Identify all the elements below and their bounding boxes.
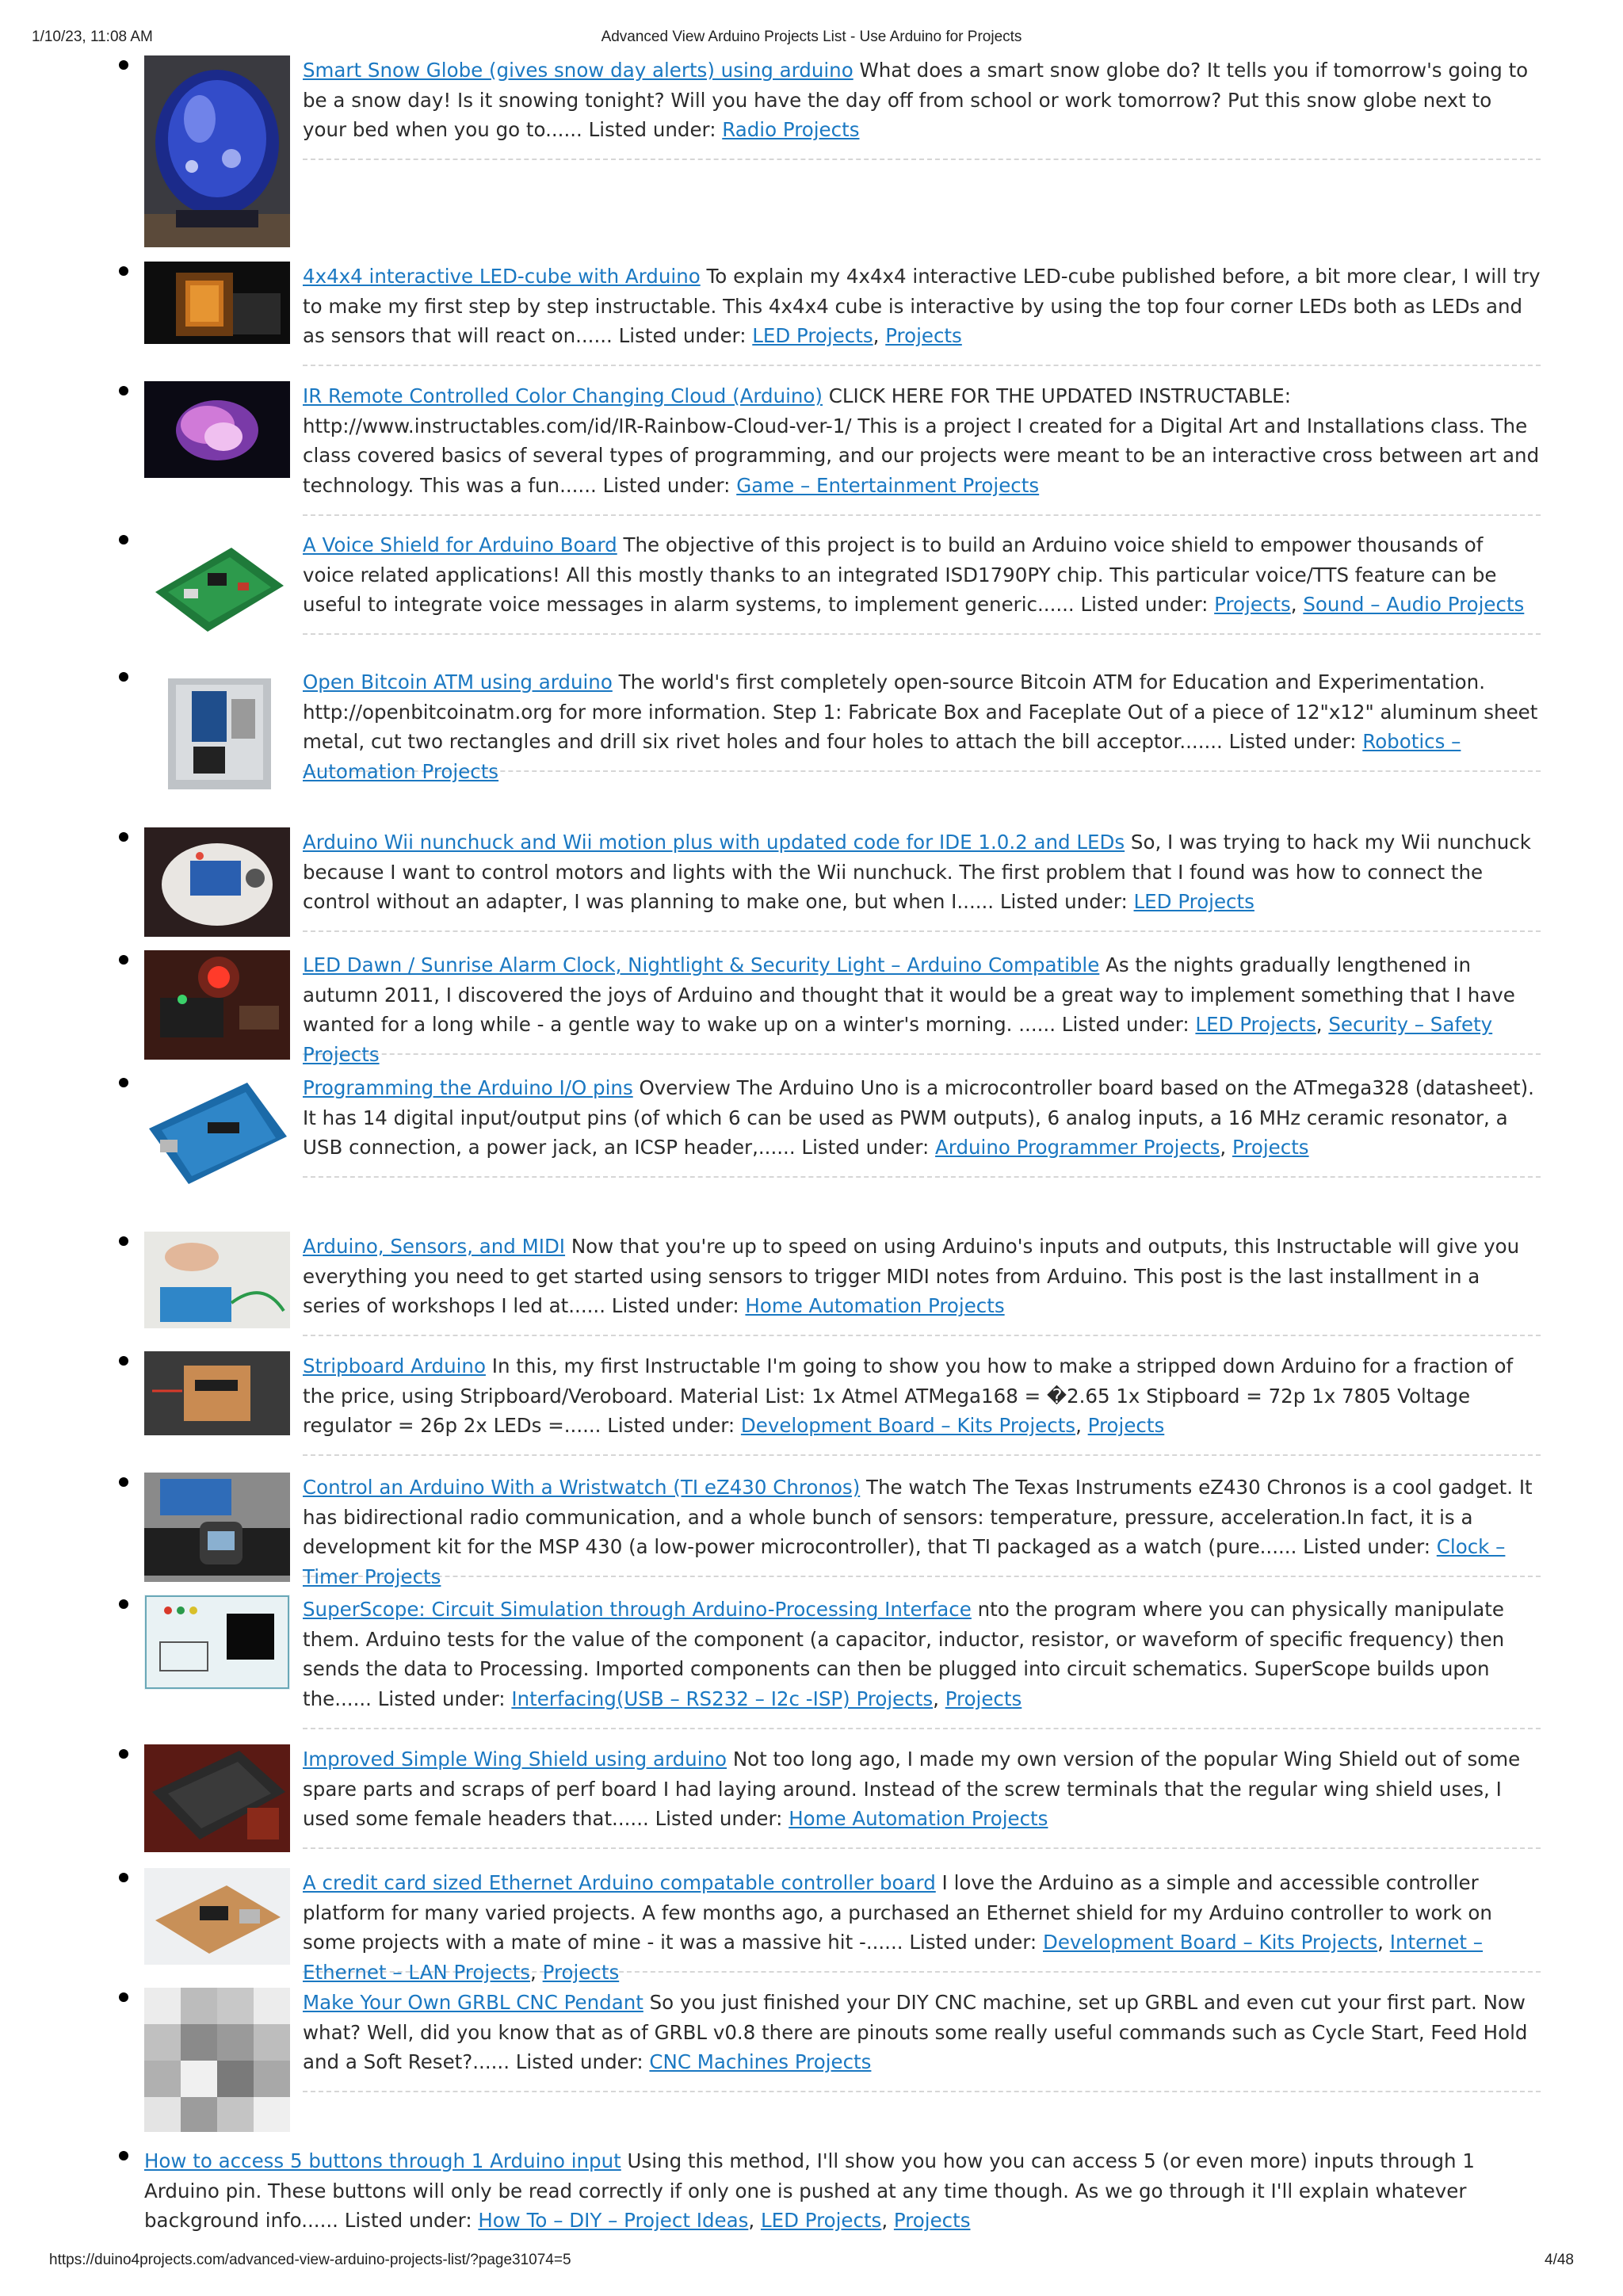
bullet bbox=[119, 672, 128, 682]
entry-excerpt: As the nights gradually lengthened in autumn 2011, I discovered the joys of Arduino and thought that it would be a great way to implement something that I have wanted for a long while - a gentle way to wake up on a winter's morning. ...... bbox=[303, 953, 1515, 1036]
entry-title-link[interactable]: Stripboard Arduino bbox=[303, 1354, 486, 1377]
entry-excerpt: Now that you're up to speed on using Arduino's inputs and outputs, this Instructable will give you everything you need to get started using sensors to trigger MIDI notes from Arduino. This post is the last installment in a series of workshops I led at...... bbox=[303, 1235, 1520, 1317]
entry-title-link[interactable]: IR Remote Controlled Color Changing Cloud (Arduino) bbox=[303, 384, 823, 407]
bullet bbox=[119, 2151, 128, 2160]
entry-title-link[interactable]: How to access 5 buttons through 1 Arduino input bbox=[144, 2149, 621, 2172]
entry-body: 4x4x4 interactive LED-cube with Arduino To explain my 4x4x4 interactive LED-cube published before, a bit more clear, I will try to make my first step by step instructable. This 4x4x4 cube is interactive by using the top four corner LEDs both as LEDs and as sensors that will react on...... Listed under: LED Projects, Projects bbox=[303, 262, 1541, 366]
entry-body: A credit card sized Ethernet Arduino compatable controller board I love the Arduino as a simple and accessible controller platform for many varied projects. A few months ago, a purchased an Ethernet shield for my Arduino controller to work on some projects with a mate of mine - it was a massive hit -...... Listed under: Development Board – Kits Projects, Internet – Ethernet – LAN Projects, Projects bbox=[303, 1868, 1541, 1973]
entry-excerpt: What does a smart snow globe do? It tells you if tomorrow's going to be a snow day! Is it snowing tonight? Will you have the day off from school or work tomorrow? Put this snow globe next to your bed when you go to...... bbox=[303, 59, 1529, 141]
category-link[interactable]: Projects bbox=[893, 2209, 971, 2232]
listed-under-label: Listed under: bbox=[1228, 730, 1357, 753]
print-page-number: 4/48 bbox=[1545, 2252, 1574, 2268]
entry-title-link[interactable]: Improved Simple Wing Shield using arduino bbox=[303, 1748, 727, 1771]
category-link[interactable]: Development Board – Kits Projects bbox=[1042, 1931, 1378, 1954]
entry-excerpt: CLICK HERE FOR THE UPDATED INSTRUCTABLE: http://www.instructables.com/id/IR-Rainbow-Cloud-ver-1/ This is a project I created for a Digital Art and Installations class. The class covered basics of several types of programming, and our projects were meant to be an interactive cross between art and technology. This was a fun...... bbox=[303, 384, 1540, 497]
listed-under-label: Listed under: bbox=[999, 890, 1128, 913]
project-thumbnail[interactable] bbox=[144, 262, 290, 344]
listed-under-label: Listed under: bbox=[909, 1931, 1037, 1954]
entry-title-link[interactable]: Programming the Arduino I/O pins bbox=[303, 1076, 633, 1099]
category-link[interactable]: Home Automation Projects bbox=[745, 1294, 1005, 1317]
entry-body: How to access 5 buttons through 1 Arduino input Using this method, I'll show you how you can access 5 (or even more) inputs through 1 Arduino pin. These buttons will only be read correctly if only one is pushed at any time though. As we go through it I'll explain whatever background info...... Listed under: How To – DIY – Project Ideas, LED Projects, Projects bbox=[144, 2149, 1475, 2232]
entry-title-link[interactable]: 4x4x4 interactive LED-cube with Arduino bbox=[303, 265, 701, 288]
entry-excerpt: To explain my 4x4x4 interactive LED-cube published before, a bit more clear, I will try to make my first step by step instructable. This 4x4x4 cube is interactive by using the top four corner LEDs both as LEDs and as sensors that will react on...... bbox=[303, 265, 1541, 347]
listed-under-label: Listed under: bbox=[1303, 1535, 1430, 1558]
entry-title-link[interactable]: Smart Snow Globe (gives snow day alerts) using arduino bbox=[303, 59, 854, 82]
entry-title-link[interactable]: Make Your Own GRBL CNC Pendant bbox=[303, 1991, 643, 2014]
category-link[interactable]: Radio Projects bbox=[722, 118, 860, 141]
category-link[interactable]: Sound – Audio Projects bbox=[1303, 593, 1525, 616]
category-link[interactable]: Projects bbox=[542, 1960, 620, 1984]
listed-under-label: Listed under: bbox=[801, 1136, 930, 1159]
category-link[interactable]: Arduino Programmer Projects bbox=[935, 1136, 1220, 1159]
entry-excerpt: The objective of this project is to build an Arduino voice shield to empower thousands of voice related applications! All this mostly thanks to an integrated ISD1790PY chip. This particular voice/TTS feature can be useful to integrate voice messages in alarm systems, to implement generic...... bbox=[303, 533, 1497, 616]
project-thumbnail[interactable] bbox=[144, 55, 290, 247]
bullet bbox=[119, 832, 128, 842]
entry-excerpt: So, I was trying to hack my Wii nunchuck because I want to control motors and lights with the Wii nunchuck. The first problem that I found was how to connect the control without an adapter, I was planning to make one, but when I...... bbox=[303, 831, 1531, 913]
listed-under-label: Listed under: bbox=[611, 1294, 739, 1317]
project-thumbnail[interactable] bbox=[144, 1868, 290, 1965]
entry-excerpt: Overview The Arduino Uno is a microcontroller board based on the ATmega328 (datasheet). It has 14 digital input/output pins (of which 6 can be used as PWM outputs), 6 analog inputs, a 16 MHz ceramic resonator, a USB connection, a power jack, an ICSP header,...... bbox=[303, 1076, 1534, 1159]
project-thumbnail[interactable] bbox=[144, 950, 290, 1060]
bullet bbox=[119, 1873, 128, 1882]
entry-body bbox=[303, 381, 1541, 516]
entry-excerpt: In this, my first Instructable I'm going to show you how to make a stripped down Arduino for a fraction of the price, using Stripboard/Veroboard. Material List: 1x Atmel ATMega168 = �2.65 1x Stipboard = 72p 1x 7805 Voltage regulator = 26p 2x LEDs =...... bbox=[303, 1354, 1514, 1437]
category-link[interactable]: Game – Entertainment Projects bbox=[736, 473, 1040, 497]
bullet bbox=[119, 1356, 128, 1366]
listed-under-label: Listed under: bbox=[1061, 1013, 1190, 1036]
project-thumbnail[interactable] bbox=[144, 1232, 290, 1328]
entry-title-link[interactable]: Arduino, Sensors, and MIDI bbox=[303, 1235, 566, 1258]
bullet bbox=[119, 1477, 128, 1487]
entry-body bbox=[303, 1232, 1541, 1336]
category-link[interactable]: CNC Machines Projects bbox=[649, 2050, 872, 2073]
project-thumbnail[interactable] bbox=[144, 1473, 290, 1582]
category-link[interactable]: Projects bbox=[1087, 1414, 1165, 1437]
entry-excerpt: The watch The Texas Instruments eZ430 Chronos is a cool gadget. It has bidirectional radio communication, and a whole bunch of sensors: temperature, pressure, acceleration.In fact, it is a development kit for the MSP 430 (a low-power microcontroller), that TI packaged as a watch (pure...... bbox=[303, 1476, 1533, 1558]
entry-body: Stripboard Arduino In this, my first Instructable I'm going to show you how to make a stripped down Arduino for a fraction of the price, using Stripboard/Veroboard. Material List: 1x Atmel ATMega168 = �2.65 1x Stipboard = 72p 1x 7805 Voltage regulator = 26p 2x LEDs =...... Listed under: Development Board – Kits Projects, Projects bbox=[303, 1351, 1541, 1456]
project-thumbnail[interactable] bbox=[144, 1988, 290, 2132]
listed-under-label: Listed under: bbox=[655, 1807, 783, 1830]
category-link[interactable]: Clock – Timer Projects bbox=[303, 1535, 1506, 1588]
entry-excerpt: nto the program where you can physically manipulate them. Arduino tests for the value of the component (a capacitor, inductor, resistor, or waveform of specific frequency) then sends the data to Processing. Imported components can then be plugged into circuit schematics. SuperScope builds upon the...... bbox=[303, 1598, 1505, 1710]
bullet bbox=[119, 1992, 128, 2002]
print-header bbox=[0, 29, 1623, 52]
category-link[interactable]: Projects bbox=[1232, 1136, 1309, 1159]
bullet bbox=[119, 955, 128, 965]
entry-body: Programming the Arduino I/O pins Overview The Arduino Uno is a microcontroller board based on the ATmega328 (datasheet). It has 14 digital input/output pins (of which 6 can be used as PWM outputs), 6 analog inputs, a 16 MHz ceramic resonator, a USB connection, a power jack, an ICSP header,...... Listed under: Arduino Programmer Projects, Projects bbox=[303, 1073, 1541, 1178]
bullet bbox=[119, 386, 128, 395]
entry-body bbox=[303, 1988, 1541, 2092]
entry-body bbox=[303, 1473, 1541, 1588]
listed-under-label: Listed under: bbox=[602, 473, 731, 497]
entry-title-link[interactable]: A Voice Shield for Arduino Board bbox=[303, 533, 617, 556]
project-thumbnail[interactable] bbox=[144, 381, 290, 478]
entry-title-link[interactable]: Control an Arduino With a Wristwatch (TI eZ430 Chronos) bbox=[303, 1476, 861, 1499]
bullet bbox=[119, 535, 128, 544]
bullet bbox=[119, 60, 128, 70]
entry-excerpt: Using this method, I'll show you how you can access 5 (or even more) inputs through 1 Arduino pin. These buttons will only be read correctly if only one is pushed at any time though. As we go through it I'll explain whatever background info...... bbox=[144, 2149, 1475, 2232]
category-link[interactable]: Projects bbox=[945, 1687, 1022, 1710]
category-link[interactable]: Robotics – Automation Projects bbox=[303, 730, 1461, 783]
print-footer bbox=[0, 2252, 1623, 2275]
category-link[interactable]: LED Projects bbox=[1133, 890, 1254, 913]
category-link[interactable]: Projects bbox=[885, 324, 962, 347]
project-thumbnail[interactable] bbox=[144, 667, 290, 802]
bullet bbox=[119, 1749, 128, 1759]
listed-under-label: Listed under: bbox=[618, 324, 747, 347]
category-link[interactable]: Internet – Ethernet – LAN Projects bbox=[303, 1931, 1484, 1984]
entry-excerpt: Not too long ago, I made my own version of the popular Wing Shield out of some spare parts and scraps of perf board I had laying around. Instead of the screw terminals that the regular wing shield uses, I used some female headers that...... bbox=[303, 1748, 1521, 1830]
category-link[interactable]: Development Board – Kits Projects bbox=[740, 1414, 1076, 1437]
entry-excerpt: I love the Arduino as a simple and accessible controller platform for many varied projects. A few months ago, a purchased an Ethernet shield for my Arduino controller to work on some projects with a mate of mine - it was a massive hit -...... bbox=[303, 1871, 1492, 1954]
entry-body bbox=[303, 1744, 1541, 1849]
category-link[interactable]: Projects bbox=[1214, 593, 1291, 616]
project-thumbnail[interactable] bbox=[144, 1073, 290, 1206]
entry-title-link[interactable]: LED Dawn / Sunrise Alarm Clock, Nightlight & Security Light – Arduino Compatible bbox=[303, 953, 1100, 976]
project-thumbnail[interactable] bbox=[144, 530, 290, 649]
project-thumbnail[interactable] bbox=[144, 827, 290, 937]
entry-body bbox=[303, 827, 1541, 932]
entry-excerpt: The world's first completely open-source Bitcoin ATM for Education and Experimentation. http://openbitcoinatm.org for more information. Step 1: Fabricate Box and Faceplate Out of a piece of 12"x12" aluminum sheet metal, cut two rectangles and drill six rivet holes and four holes to attach the bill acceptor....... bbox=[303, 670, 1538, 753]
entry-title-link[interactable]: SuperScope: Circuit Simulation through Arduino-Processing Interface bbox=[303, 1598, 972, 1621]
entry-title-link[interactable]: A credit card sized Ethernet Arduino compatable controller board bbox=[303, 1871, 936, 1894]
entry-title-link[interactable]: Arduino Wii nunchuck and Wii motion plus with updated code for IDE 1.0.2 and LEDs bbox=[303, 831, 1125, 854]
category-link[interactable]: LED Projects bbox=[1195, 1013, 1316, 1036]
listed-under-label: Listed under: bbox=[344, 2209, 472, 2232]
project-thumbnail[interactable] bbox=[144, 1595, 290, 1690]
category-link[interactable]: Interfacing(USB – RS232 – I2c -ISP) Projects bbox=[511, 1687, 934, 1710]
bullet bbox=[119, 1236, 128, 1246]
category-link[interactable]: How To – DIY – Project Ideas bbox=[478, 2209, 749, 2232]
entry-body: SuperScope: Circuit Simulation through Arduino-Processing Interface nto the program where you can physically manipulate them. Arduino tests for the value of the component (a capacitor, inductor, resistor, or waveform of specific frequency) then sends the data to Processing. Imported components can then be plugged into circuit schematics. SuperScope builds upon the...... Listed under: Interfacing(USB – RS232 – I2c -ISP) Projects, Projects bbox=[303, 1595, 1541, 1729]
entry-body bbox=[303, 55, 1541, 160]
listed-under-label: Listed under: bbox=[607, 1414, 735, 1437]
category-link[interactable]: Security – Safety Projects bbox=[303, 1013, 1493, 1066]
print-datetime: 1/10/23, 11:08 AM bbox=[32, 29, 153, 45]
bullet bbox=[119, 266, 128, 276]
bullet bbox=[119, 1078, 128, 1087]
listed-under-label: Listed under: bbox=[377, 1687, 506, 1710]
category-link[interactable]: LED Projects bbox=[760, 2209, 882, 2232]
listed-under-label: Listed under: bbox=[1080, 593, 1209, 616]
entry-body: LED Dawn / Sunrise Alarm Clock, Nightlight & Security Light – Arduino Compatible As the nights gradually lengthened in autumn 2011, I discovered the joys of Arduino and thought that it would be a great way to implement something that I have wanted for a long while - a gentle way to wake up on a winter's morning. ...... Listed under: LED Projects, Security – Safety Projects bbox=[303, 950, 1541, 1055]
bullet bbox=[119, 1599, 128, 1609]
project-thumbnail[interactable] bbox=[144, 1744, 290, 1852]
entry-body bbox=[303, 667, 1541, 783]
entry-excerpt: So you just finished your DIY CNC machine, set up GRBL and even cut your first part. Now what? Well, did you know that as of GRBL v0.8 there are pinouts some really useful commands such as Cycle Start, Feed Hold and a Soft Reset?...... Listed under: bbox=[303, 1991, 1528, 2073]
project-thumbnail[interactable] bbox=[144, 1351, 290, 1435]
print-url: https://duino4projects.com/advanced-view-arduino-projects-list/?page31074=5 bbox=[49, 2252, 571, 2268]
print-page-title: Advanced View Arduino Projects List - Use Arduino for Projects bbox=[601, 29, 1022, 45]
category-link[interactable]: LED Projects bbox=[752, 324, 873, 347]
category-link[interactable]: Home Automation Projects bbox=[789, 1807, 1048, 1830]
entry-body: A Voice Shield for Arduino Board The objective of this project is to build an Arduino voice shield to empower thousands of voice related applications! All this mostly thanks to an integrated ISD1790PY chip. This particular voice/TTS feature can be useful to integrate voice messages in alarm systems, to implement generic...... Listed under: Projects, Sound – Audio Projects bbox=[303, 530, 1541, 635]
listed-under-label: Listed under: bbox=[588, 118, 716, 141]
entry-title-link[interactable]: Open Bitcoin ATM using arduino bbox=[303, 670, 613, 693]
